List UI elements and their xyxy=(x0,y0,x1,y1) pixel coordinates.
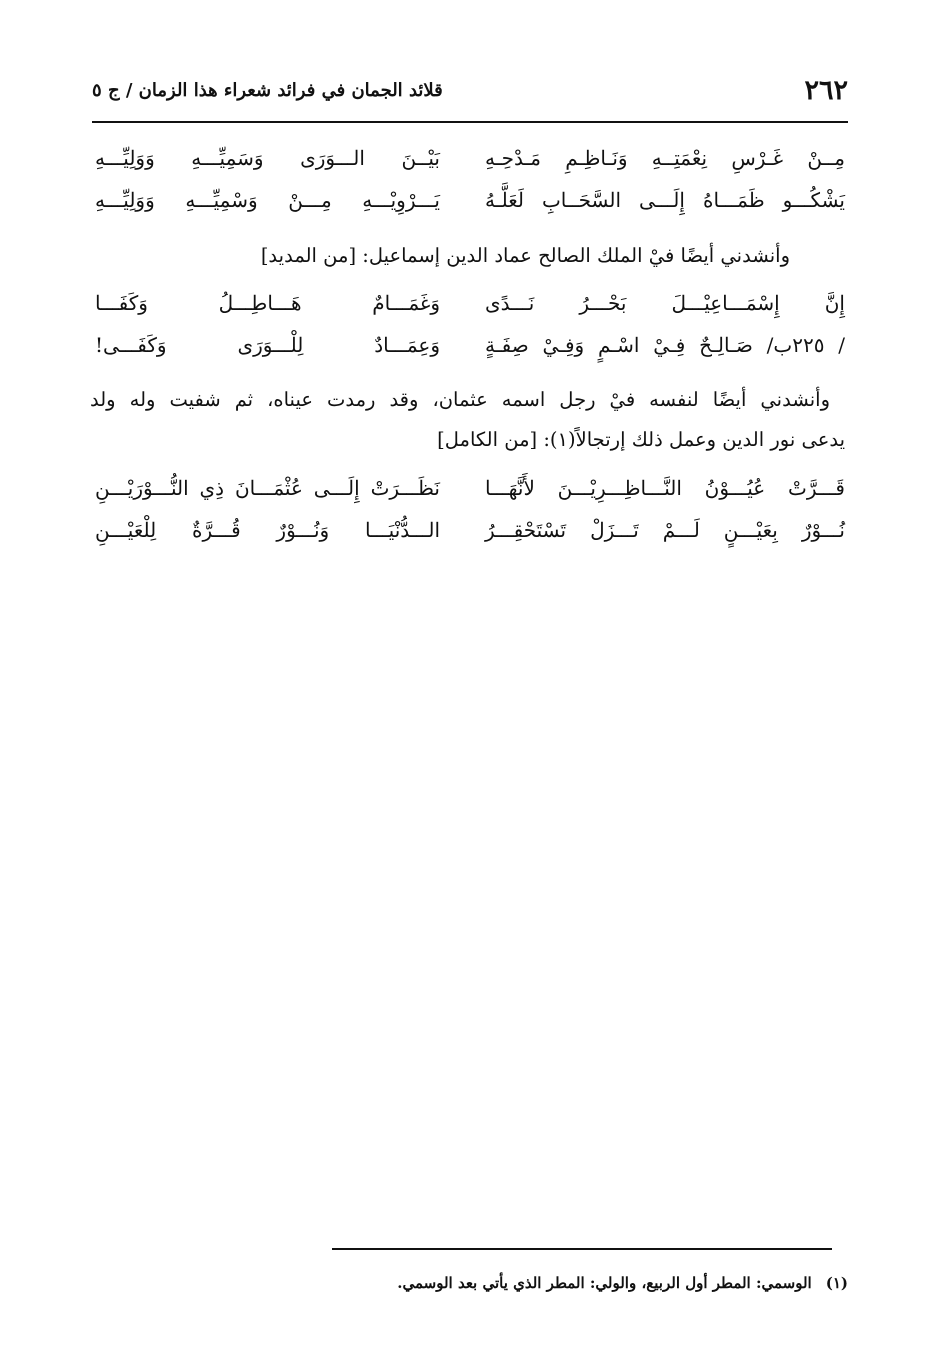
footnote-rule xyxy=(332,1248,832,1250)
verse-line xyxy=(95,467,845,509)
second-hemistich: بَيْــنَ الـــوَرَى وَسَمِيِّـــهِ وَوَلِيِّـــهِ xyxy=(95,146,440,170)
intro-paragraph-2: وأنشدني أيضًا فيْ الملك الصالح عماد الدين إسماعيل: [من المديد] xyxy=(260,244,790,267)
verse-line xyxy=(95,179,845,221)
poem-3 xyxy=(95,467,845,551)
first-hemistich: مِــنْ غَـرْسِ نِعْمَتِــهِ وَنَـاظِـمِ مَـدْحِـهِ xyxy=(485,146,845,170)
first-hemistich: يَشْكُـــو ظَمَـــاهُ إِلَـــى السَّحَــابِ لَعَلَّـهُ xyxy=(485,188,845,212)
first-hemistich: قَـــرَّتْ عُيُـــوْنُ النَّـــاظِـــرِيْـــنَ لأَنَّهَـــا xyxy=(485,476,845,500)
running-title: قلائد الجمان في فرائد شعراء هذا الزمان / ج ٥ xyxy=(92,79,443,101)
intro-paragraph-3-line-2: يدعى نور الدين وعمل ذلك إرتجالاً(١): [من الكامل] xyxy=(437,428,845,451)
footnote xyxy=(300,1268,848,1298)
first-hemistich: إِنَّ إِسْمَـــاعِيْـــلَ بَحْـــرُ نَـــدًى xyxy=(485,291,845,315)
verse-line xyxy=(95,137,845,179)
header-rule xyxy=(92,121,848,123)
second-hemistich: الـــدُّنْيَـــا وَنُـــوْرٌ قُـــرَّةٌ لِلْعَيْـــنِ xyxy=(95,518,440,542)
footnote-marker: (١) xyxy=(825,1274,848,1292)
first-hemistich: / ٢٢٥ب/ صَـالِـحٌ فِـيْ اسْـمٍ وَفِـيْ صِفَـةٍ xyxy=(485,333,845,357)
verse-line xyxy=(95,282,845,324)
page-header xyxy=(92,66,848,114)
verse-line xyxy=(95,324,845,366)
verse-line xyxy=(95,509,845,551)
second-hemistich: وَعِمَـــادٌ لِلْـــوَرَى وَكَفَـــى! xyxy=(95,333,440,357)
poem-1 xyxy=(95,137,845,221)
second-hemistich: نَظَـــرَتْ إِلَـــى عُثْمَـــانَ ذِي النُّـــوْرَيْـــنِ xyxy=(95,476,440,500)
intro-paragraph-3-line-1: وأنشدني أيضًا لنفسه فيْ رجل اسمه عثمان، وقد رمدت عيناه، ثم شفيت وله ولد xyxy=(90,388,830,411)
first-hemistich: نُـــوْرٌ بِعَيْـــنٍ لَـــمْ تَـــزَلْ تَسْتَحْقِـــرُ xyxy=(485,518,845,542)
second-hemistich: وَغَمَـــامٌ هَـــاطِـــلُ وَكَفَـــا xyxy=(95,291,440,315)
second-hemistich: يَـــرْوِيْـــهِ مِـــنْ وَسْمِيِّـــهِ وَوَلِيِّـــهِ xyxy=(95,188,440,212)
poem-2 xyxy=(95,282,845,366)
footnote-text: الوسمي: المطر أول الربيع، والولي: المطر الذي يأتي بعد الوسمي. xyxy=(397,1274,812,1292)
page-number: ٢٦٢ xyxy=(804,74,848,106)
